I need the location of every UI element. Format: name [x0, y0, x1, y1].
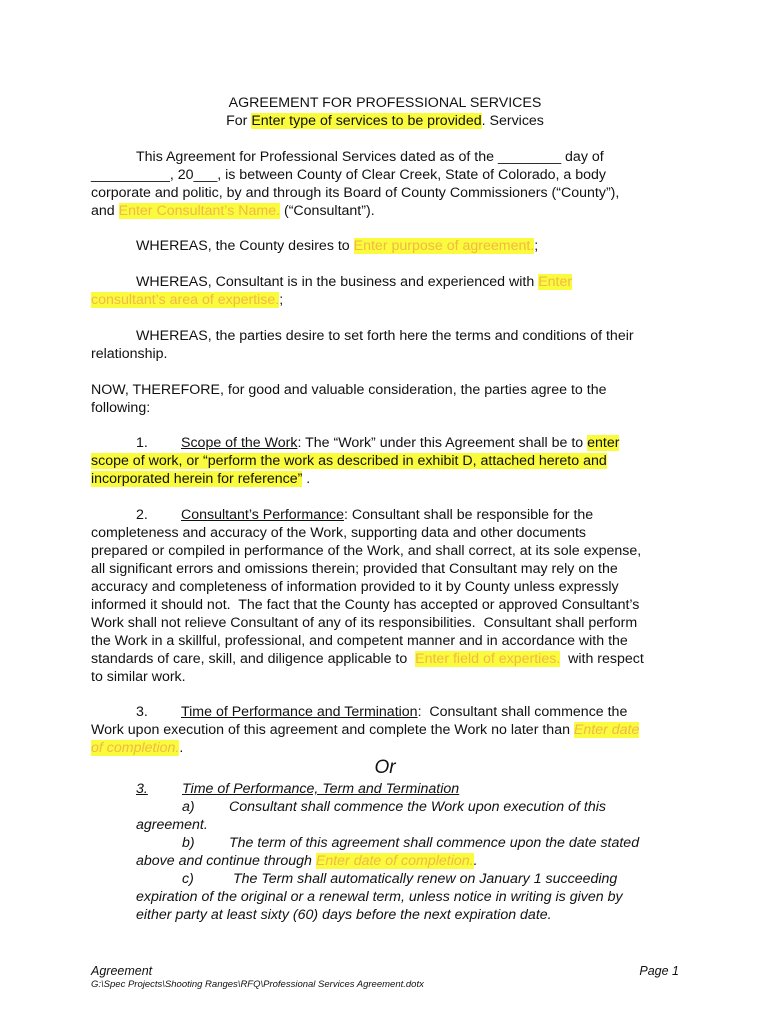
now-therefore-line-2: following:	[91, 400, 151, 416]
field-of-expertise-placeholder[interactable]: Enter field of experties.	[415, 651, 561, 667]
alt-completion-date-placeholder[interactable]: Enter date of completion.	[315, 853, 474, 869]
section-3-line-3: of completion..	[91, 740, 184, 756]
agreement-purpose-placeholder[interactable]: Enter purpose of agreement.	[353, 238, 535, 254]
section-2-line-5: accuracy and completeness of information provided to it by County unless expressly	[91, 579, 619, 595]
section-2-line-10: to similar work.	[91, 669, 186, 685]
document-title: AGREEMENT FOR PROFESSIONAL SERVICES	[228, 95, 542, 111]
section-1-line-3: incorporated herein for reference” .	[91, 471, 311, 487]
completion-date-placeholder-start[interactable]: Enter date	[573, 722, 640, 738]
alt-item-a-line-2: agreement.	[136, 817, 208, 833]
alt-item-b-label: b)	[182, 835, 195, 851]
whereas-3-line-2: relationship.	[91, 346, 168, 362]
section-2-line-8: the Work in a skillful, professional, and competent manner and in accordance with the	[91, 633, 628, 649]
section-2-line-4: all significant errors and omissions therein; provided that Consultant may rely on the	[91, 561, 618, 577]
or-separator: Or	[374, 757, 396, 778]
intro-line-3: corporate and politic, by and through its Board of County Commissioners (“County”),	[91, 185, 620, 201]
whereas-1: WHEREAS, the County desires to Enter purpose of agreement.;	[136, 238, 539, 254]
intro-line-4: and Enter Consultant’s Name. (“Consultant”).	[91, 203, 375, 219]
whereas-2-line-2: consultant’s area of expertise.;	[91, 292, 284, 308]
expertise-placeholder-start[interactable]: Enter	[538, 274, 573, 290]
alt-section-3-number: 3.	[136, 781, 148, 797]
section-2-line-1: Consultant’s Performance: Consultant shall be responsible for the	[181, 507, 594, 523]
whereas-2-line-1: WHEREAS, Consultant is in the business and experienced with Enter	[136, 274, 573, 290]
section-2-heading: Consultant’s Performance	[181, 507, 344, 523]
section-3-number: 3.	[136, 704, 148, 720]
intro-line-2: __________, 20___, is between County of Clear Creek, State of Colorado, a body	[91, 167, 607, 183]
section-2-line-6: informed it should not. The fact that the County has accepted or approved Consultant’s	[91, 597, 640, 613]
alt-item-b-line-1: The term of this agreement shall commence upon the date stated	[229, 835, 640, 851]
section-2-number: 2.	[136, 507, 148, 523]
footer-page-number: Page 1	[639, 964, 679, 978]
footer-left: Agreement	[91, 964, 153, 978]
whereas-3-line-1: WHEREAS, the parties desire to set forth here the terms and conditions of their	[136, 328, 634, 344]
alt-section-3-heading: Time of Performance, Term and Termination	[182, 781, 460, 797]
section-3-line-2: Work upon execution of this agreement and complete the Work no later than Enter date	[91, 722, 640, 738]
section-3-line-1: Time of Performance and Termination: Consultant shall commence the	[181, 704, 628, 720]
section-1-number: 1.	[136, 435, 148, 451]
alt-item-c-line-1: The Term shall automatically renew on January 1 succeeding	[233, 871, 618, 887]
section-2-line-2: completeness and accuracy of the Work, supporting data and other documents	[91, 525, 587, 541]
footer-file-path: G:\Spec Projects\Shooting Ranges\RFQ\Professional Services Agreement.dotx	[91, 979, 424, 990]
section-1-line-1: Scope of the Work: The “Work” under this Agreement shall be to enter	[181, 435, 620, 451]
consultant-name-placeholder[interactable]: Enter Consultant’s Name.	[118, 203, 281, 219]
section-1-line-2	[91, 452, 607, 470]
section-1-heading: Scope of the Work	[181, 435, 298, 451]
section-2-line-3: prepared or compiled in performance of the Work, and shall correct, at its sole expense,	[91, 543, 642, 559]
alt-item-c-line-3: either party at least sixty (60) days before the next expiration date.	[136, 907, 552, 923]
services-type-placeholder[interactable]: Enter type of services to be provided	[251, 113, 482, 129]
section-2-line-9: standards of care, skill, and diligence applicable to Enter field of experties. with respect	[91, 651, 644, 667]
intro-line-1: This Agreement for Professional Services dated as of the ________ day of	[136, 149, 604, 165]
section-2-line-7: Work shall not relieve Consultant of any of its responsibilities. Consultant shall perform	[91, 615, 638, 631]
alt-item-a-line-1: Consultant shall commence the Work upon execution of this	[229, 799, 606, 815]
scope-placeholder-middle[interactable]: scope of work, or “perform the work as described in exhibit D, attached hereto and	[91, 453, 607, 469]
alt-item-c-line-2: expiration of the original or a renewal term, unless notice in writing is given by	[136, 889, 623, 905]
alt-item-c-label: c)	[182, 871, 194, 887]
section-3-heading: Time of Performance and Termination	[181, 704, 418, 720]
scope-placeholder-end[interactable]: incorporated herein for reference”	[91, 471, 303, 487]
expertise-placeholder-end[interactable]: consultant’s area of expertise.	[91, 292, 280, 308]
document-subtitle: For Enter type of services to be provided. Services	[226, 113, 544, 129]
scope-placeholder-start[interactable]: enter	[587, 435, 620, 451]
completion-date-placeholder-end[interactable]: of completion.	[91, 740, 180, 756]
alt-item-b-line-2: above and continue through Enter date of completion..	[136, 853, 478, 869]
alt-item-a-label: a)	[182, 799, 195, 815]
now-therefore-line-1: NOW, THEREFORE, for good and valuable consideration, the parties agree to the	[91, 382, 607, 398]
